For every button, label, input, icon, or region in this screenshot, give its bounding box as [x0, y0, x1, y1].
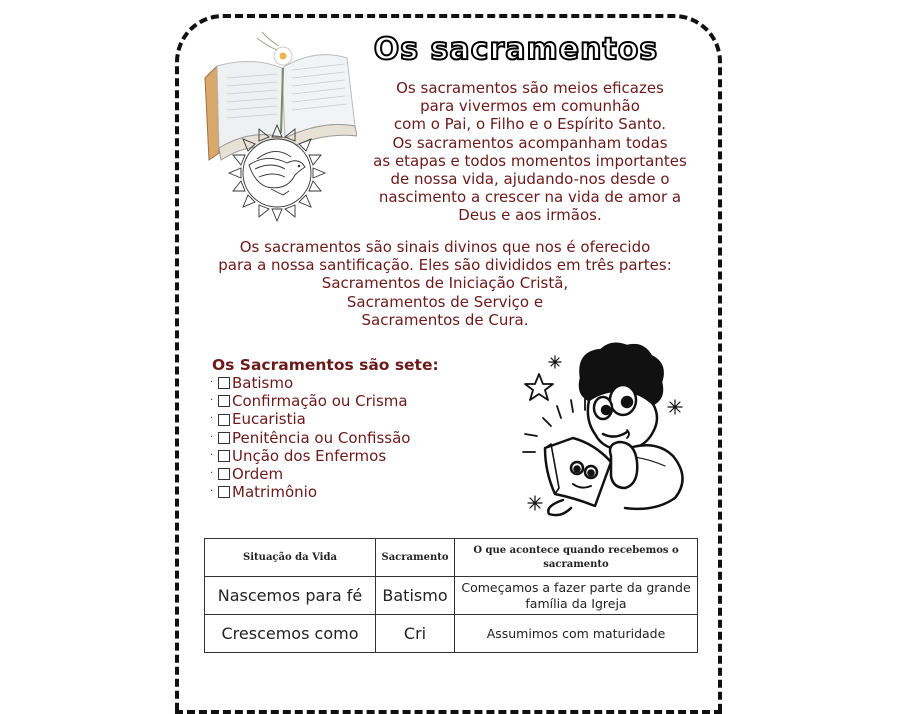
checkbox-icon — [218, 486, 230, 498]
column-header-life-situation: Situação da Vida — [205, 539, 376, 577]
table-cell: Nascemos para fé — [205, 577, 376, 615]
intro-line: nascimento a crescer na vida de amor a — [378, 188, 682, 207]
column-header-what-happens: O que acontece quando recebemos o sacramento — [455, 539, 698, 577]
intro-line: de nossa vida, ajudando-nos desde o — [390, 170, 670, 189]
table-header-row — [205, 539, 698, 577]
checkbox-icon — [218, 395, 230, 407]
intro-line: as etapas e todos momentos importantes — [373, 151, 687, 170]
intro-line: Deus e aos irmãos. — [458, 206, 602, 225]
list-item-label: Eucaristia — [232, 410, 306, 429]
bullet-icon: · — [210, 431, 214, 443]
intro-line: com o Pai, o Filho e o Espírito Santo. — [393, 115, 667, 134]
sacraments-list — [210, 374, 410, 501]
divisions-paragraph — [180, 238, 710, 329]
list-item-label: Batismo — [232, 374, 294, 392]
checkbox-icon — [218, 468, 230, 480]
table-cell: Começamos a fazer parte da grande família da Igreja — [455, 577, 698, 615]
list-item-label: Penitência ou Confissão — [232, 428, 411, 447]
bullet-icon: · — [210, 413, 214, 425]
bullet-icon: · — [210, 468, 214, 480]
checkbox-icon — [218, 414, 230, 426]
table-cell: Crescemos como — [205, 615, 376, 653]
bullet-icon: · — [210, 486, 214, 498]
list-item — [210, 392, 410, 410]
paragraph-line: para a nossa santificação. Eles são divididos em três partes: — [218, 256, 672, 275]
list-item — [210, 447, 410, 465]
intro-paragraph — [350, 79, 710, 225]
column-header-sacrament: Sacramento — [376, 539, 455, 577]
table-row — [205, 615, 698, 653]
bullet-icon: · — [210, 377, 214, 388]
list-item-label: Matrimônio — [232, 483, 317, 502]
bullet-icon: · — [210, 449, 214, 461]
intro-line: Os sacramentos acompanham todas — [392, 133, 668, 152]
list-item-label: Ordem — [232, 465, 284, 484]
checkbox-icon — [218, 450, 230, 462]
boy-reading-illustration — [515, 338, 700, 518]
intro-line: para vivermos em comunhão — [420, 97, 640, 116]
list-item — [210, 483, 410, 501]
bible-dove-illustration — [197, 28, 357, 228]
list-item-label: Confirmação ou Crisma — [232, 392, 408, 411]
list-item — [210, 410, 410, 428]
bullet-icon: · — [210, 395, 214, 407]
checkbox-icon — [218, 432, 230, 444]
table-row — [205, 577, 698, 615]
list-item — [210, 374, 410, 392]
intro-line: Os sacramentos são meios eficazes — [396, 79, 664, 97]
table-cell: Cri — [376, 615, 455, 653]
paragraph-line: Sacramentos de Serviço e — [346, 292, 544, 311]
list-item-label: Unção dos Enfermos — [232, 446, 387, 465]
table-cell: Batismo — [376, 577, 455, 615]
sacraments-list-title: Os Sacramentos são sete: — [212, 356, 439, 374]
paragraph-line: Sacramentos de Cura. — [361, 310, 529, 329]
paragraph-line: Sacramentos de Iniciação Cristã, — [321, 274, 569, 293]
table-cell: Assumimos com maturidade — [455, 615, 698, 653]
checkbox-icon — [218, 377, 230, 389]
list-item — [210, 429, 410, 447]
sacraments-table — [204, 538, 698, 653]
paragraph-line: Os sacramentos são sinais divinos que nos é oferecido — [239, 238, 651, 256]
page-title: Os sacramentos — [373, 32, 659, 67]
list-item — [210, 465, 410, 483]
